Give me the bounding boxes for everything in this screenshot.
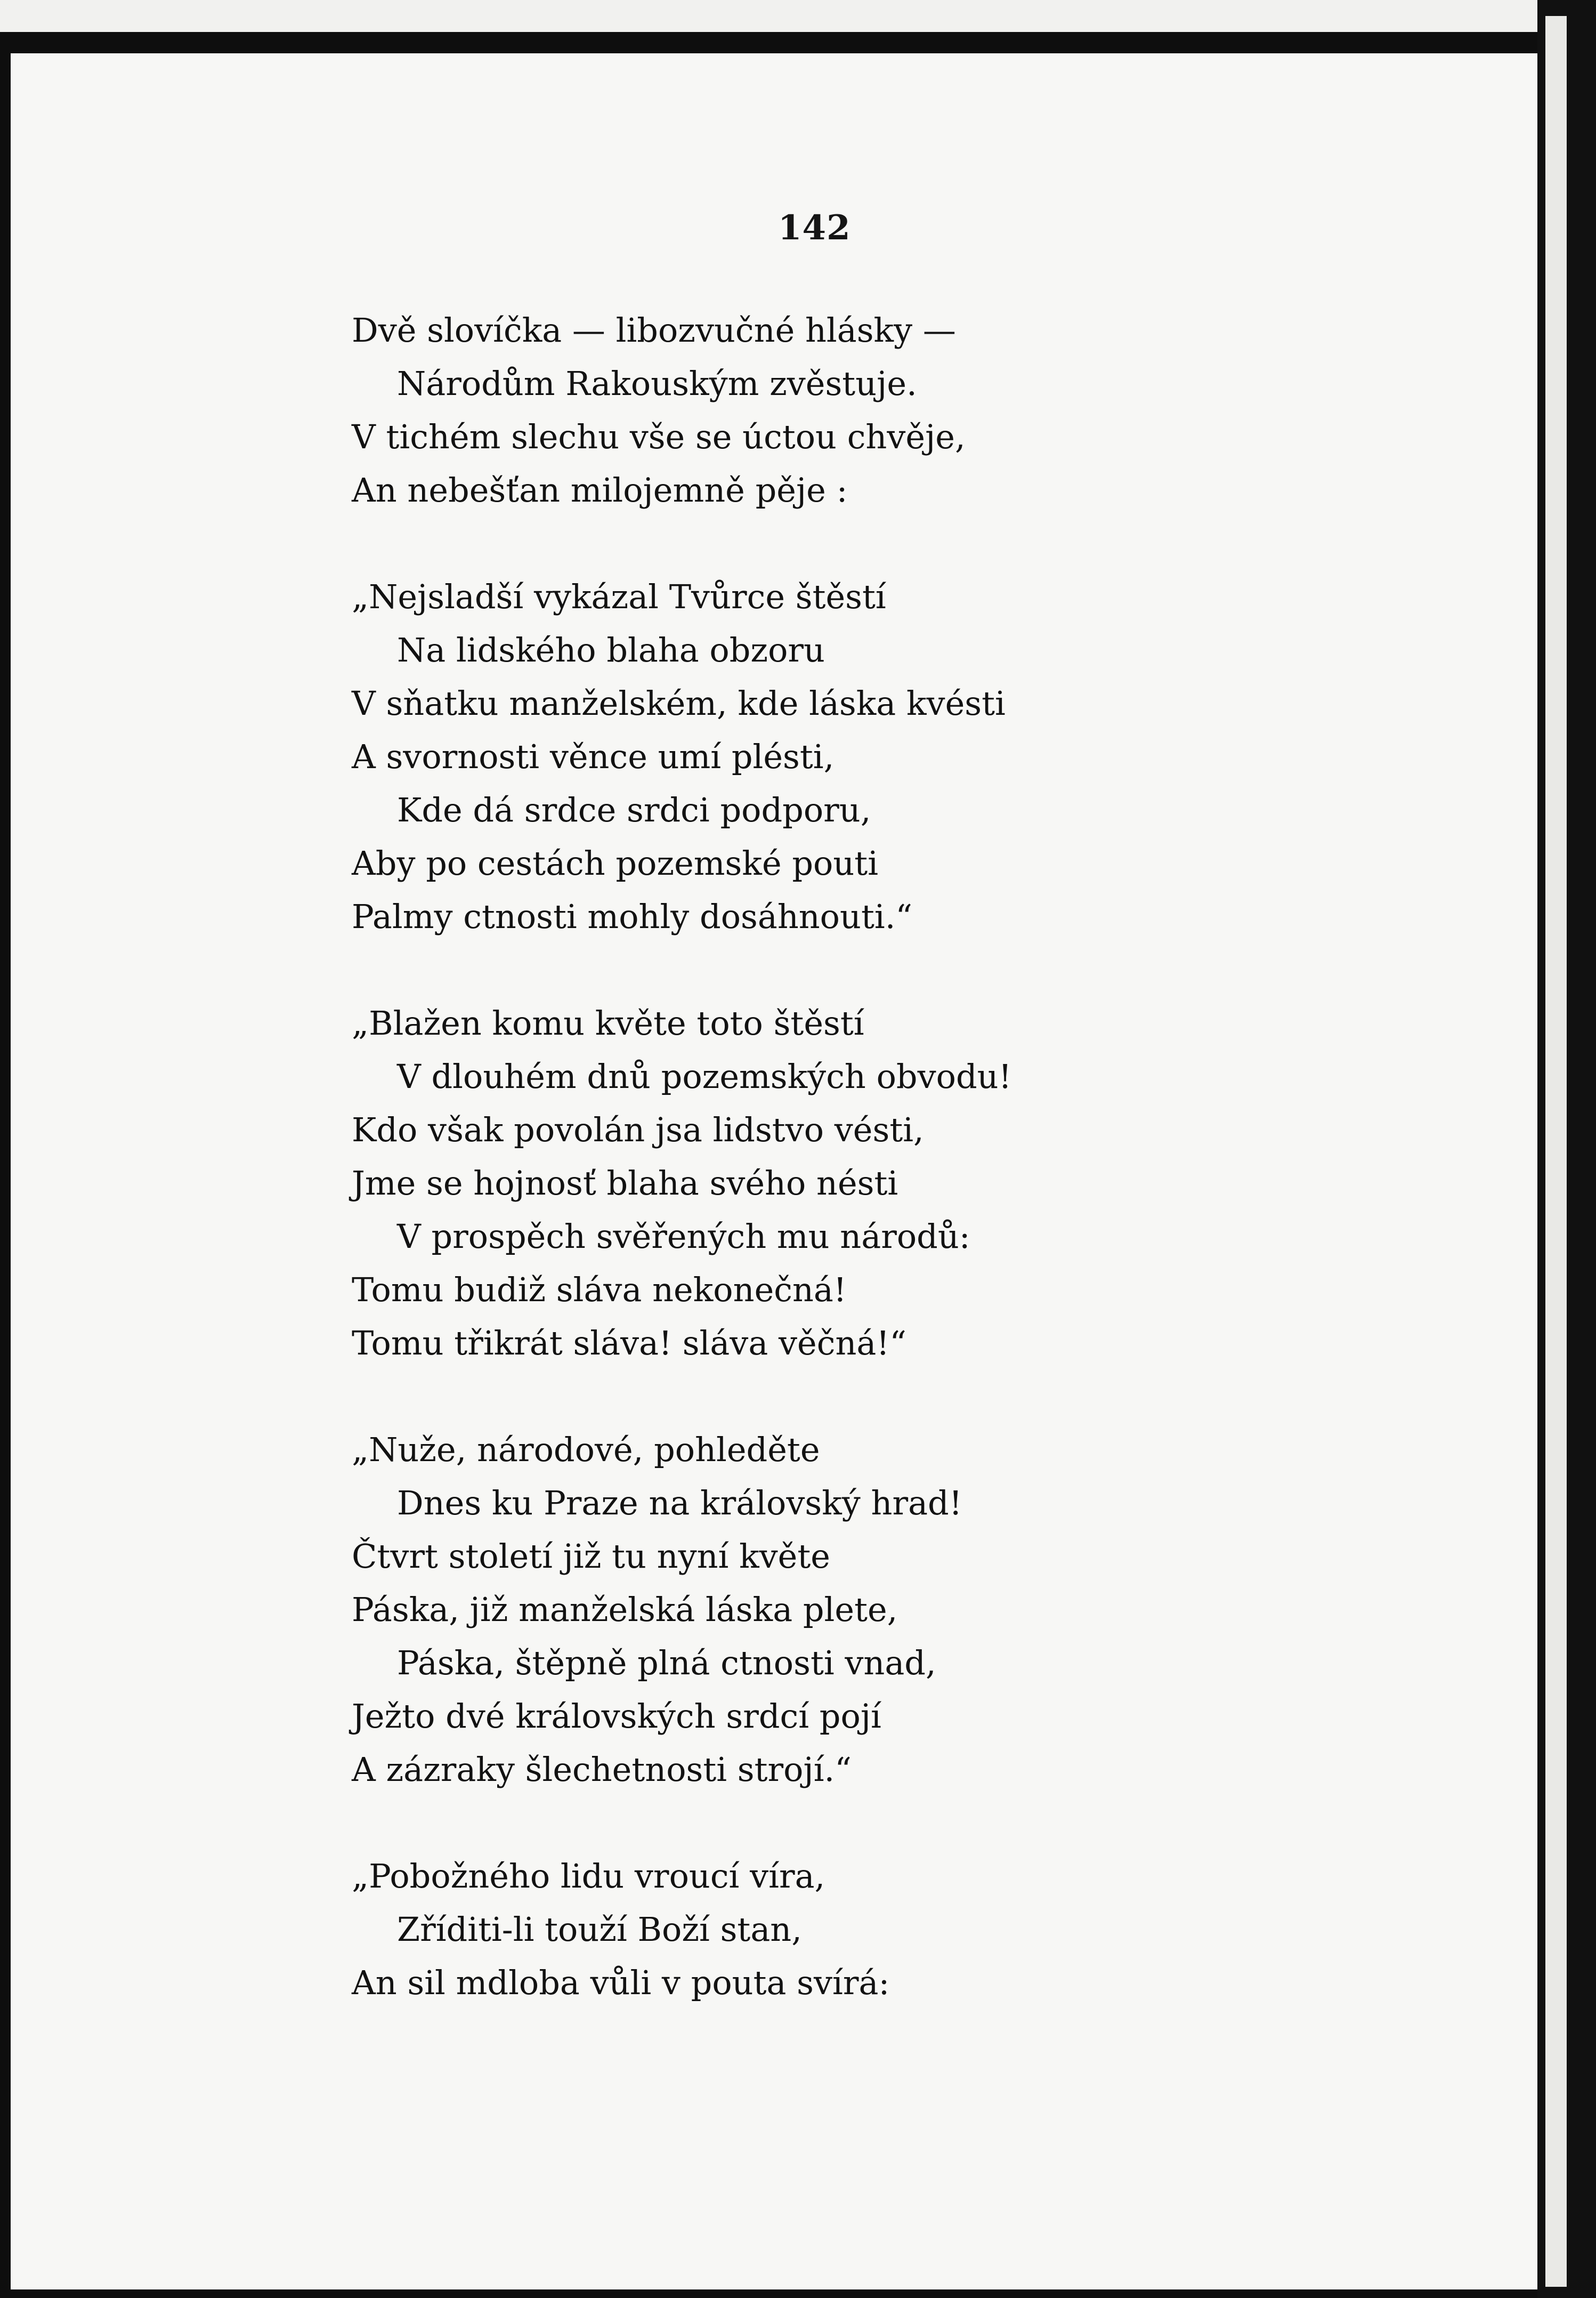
poem-line: Palmy ctnosti mohly dosáhnouti.“ — [352, 897, 913, 936]
poem-line: Kde dá srdce srdci podporu, — [397, 791, 871, 829]
poem-line: Dvě slovíčka — libozvučné hlásky — — [352, 311, 956, 350]
poem-line: V tichém slechu vše se úctou chvěje, — [352, 417, 966, 456]
stanza-5 — [352, 1850, 1011, 2010]
poem-line: Páska, již manželská láska plete, — [352, 1590, 898, 1629]
stanza-1 — [352, 304, 1011, 517]
stanza-4 — [352, 1423, 1011, 1796]
poem-line: Zříditi-li touží Boží stan, — [397, 1910, 802, 1949]
poem-line: Dnes ku Praze na královský hrad! — [397, 1483, 962, 1522]
poem-line: V prospěch svěřených mu národů: — [397, 1217, 970, 1256]
page-number: 142 — [778, 208, 851, 248]
poem-line: An sil mdloba vůli v pouta svírá: — [352, 1963, 890, 2002]
poem-line: Páska, štěpně plná ctnosti vnad, — [397, 1643, 936, 1682]
poem-line: Ježto dvé královských srdcí pojí — [352, 1697, 881, 1736]
stanza-2 — [352, 570, 1011, 944]
poem-line: A svornosti věnce umí plésti, — [352, 737, 835, 776]
poem-line: Jme se hojnosť blaha svého nésti — [352, 1164, 898, 1203]
poem-line: „Blažen komu květe toto štěstí — [352, 1004, 864, 1043]
poem-line: A zázraky šlechetnosti strojí.“ — [352, 1750, 852, 1789]
poem-line: Národům Rakouským zvěstuje. — [397, 364, 917, 403]
poem-line: An nebešťan milojemně pěje : — [352, 471, 848, 510]
poem-line: V sňatku manželském, kde láska kvésti — [352, 684, 1006, 723]
poem-line: „Nuže, národové, pohleděte — [352, 1430, 820, 1469]
poem-line: Aby po cestách pozemské pouti — [352, 844, 879, 883]
poem-line: Tomu budiž sláva nekonečná! — [352, 1270, 847, 1309]
poem-line: Tomu třikrát sláva! sláva věčná!“ — [352, 1324, 906, 1362]
poem-text — [352, 304, 1011, 2063]
paper-top-edge — [0, 0, 1596, 32]
page-edge-highlight — [1545, 16, 1567, 2287]
poem-line: Na lidského blaha obzoru — [397, 631, 825, 670]
stanza-3 — [352, 997, 1011, 1370]
poem-line: „Nejsladší vykázal Tvůrce štěstí — [352, 577, 886, 616]
poem-line: Čtvrt století již tu nyní květe — [352, 1537, 830, 1576]
poem-line: Kdo však povolán jsa lidstvo vésti, — [352, 1110, 924, 1149]
poem-line: V dlouhém dnů pozemských obvodu! — [397, 1057, 1012, 1096]
poem-line: „Pobožného lidu vroucí víra, — [352, 1857, 825, 1896]
